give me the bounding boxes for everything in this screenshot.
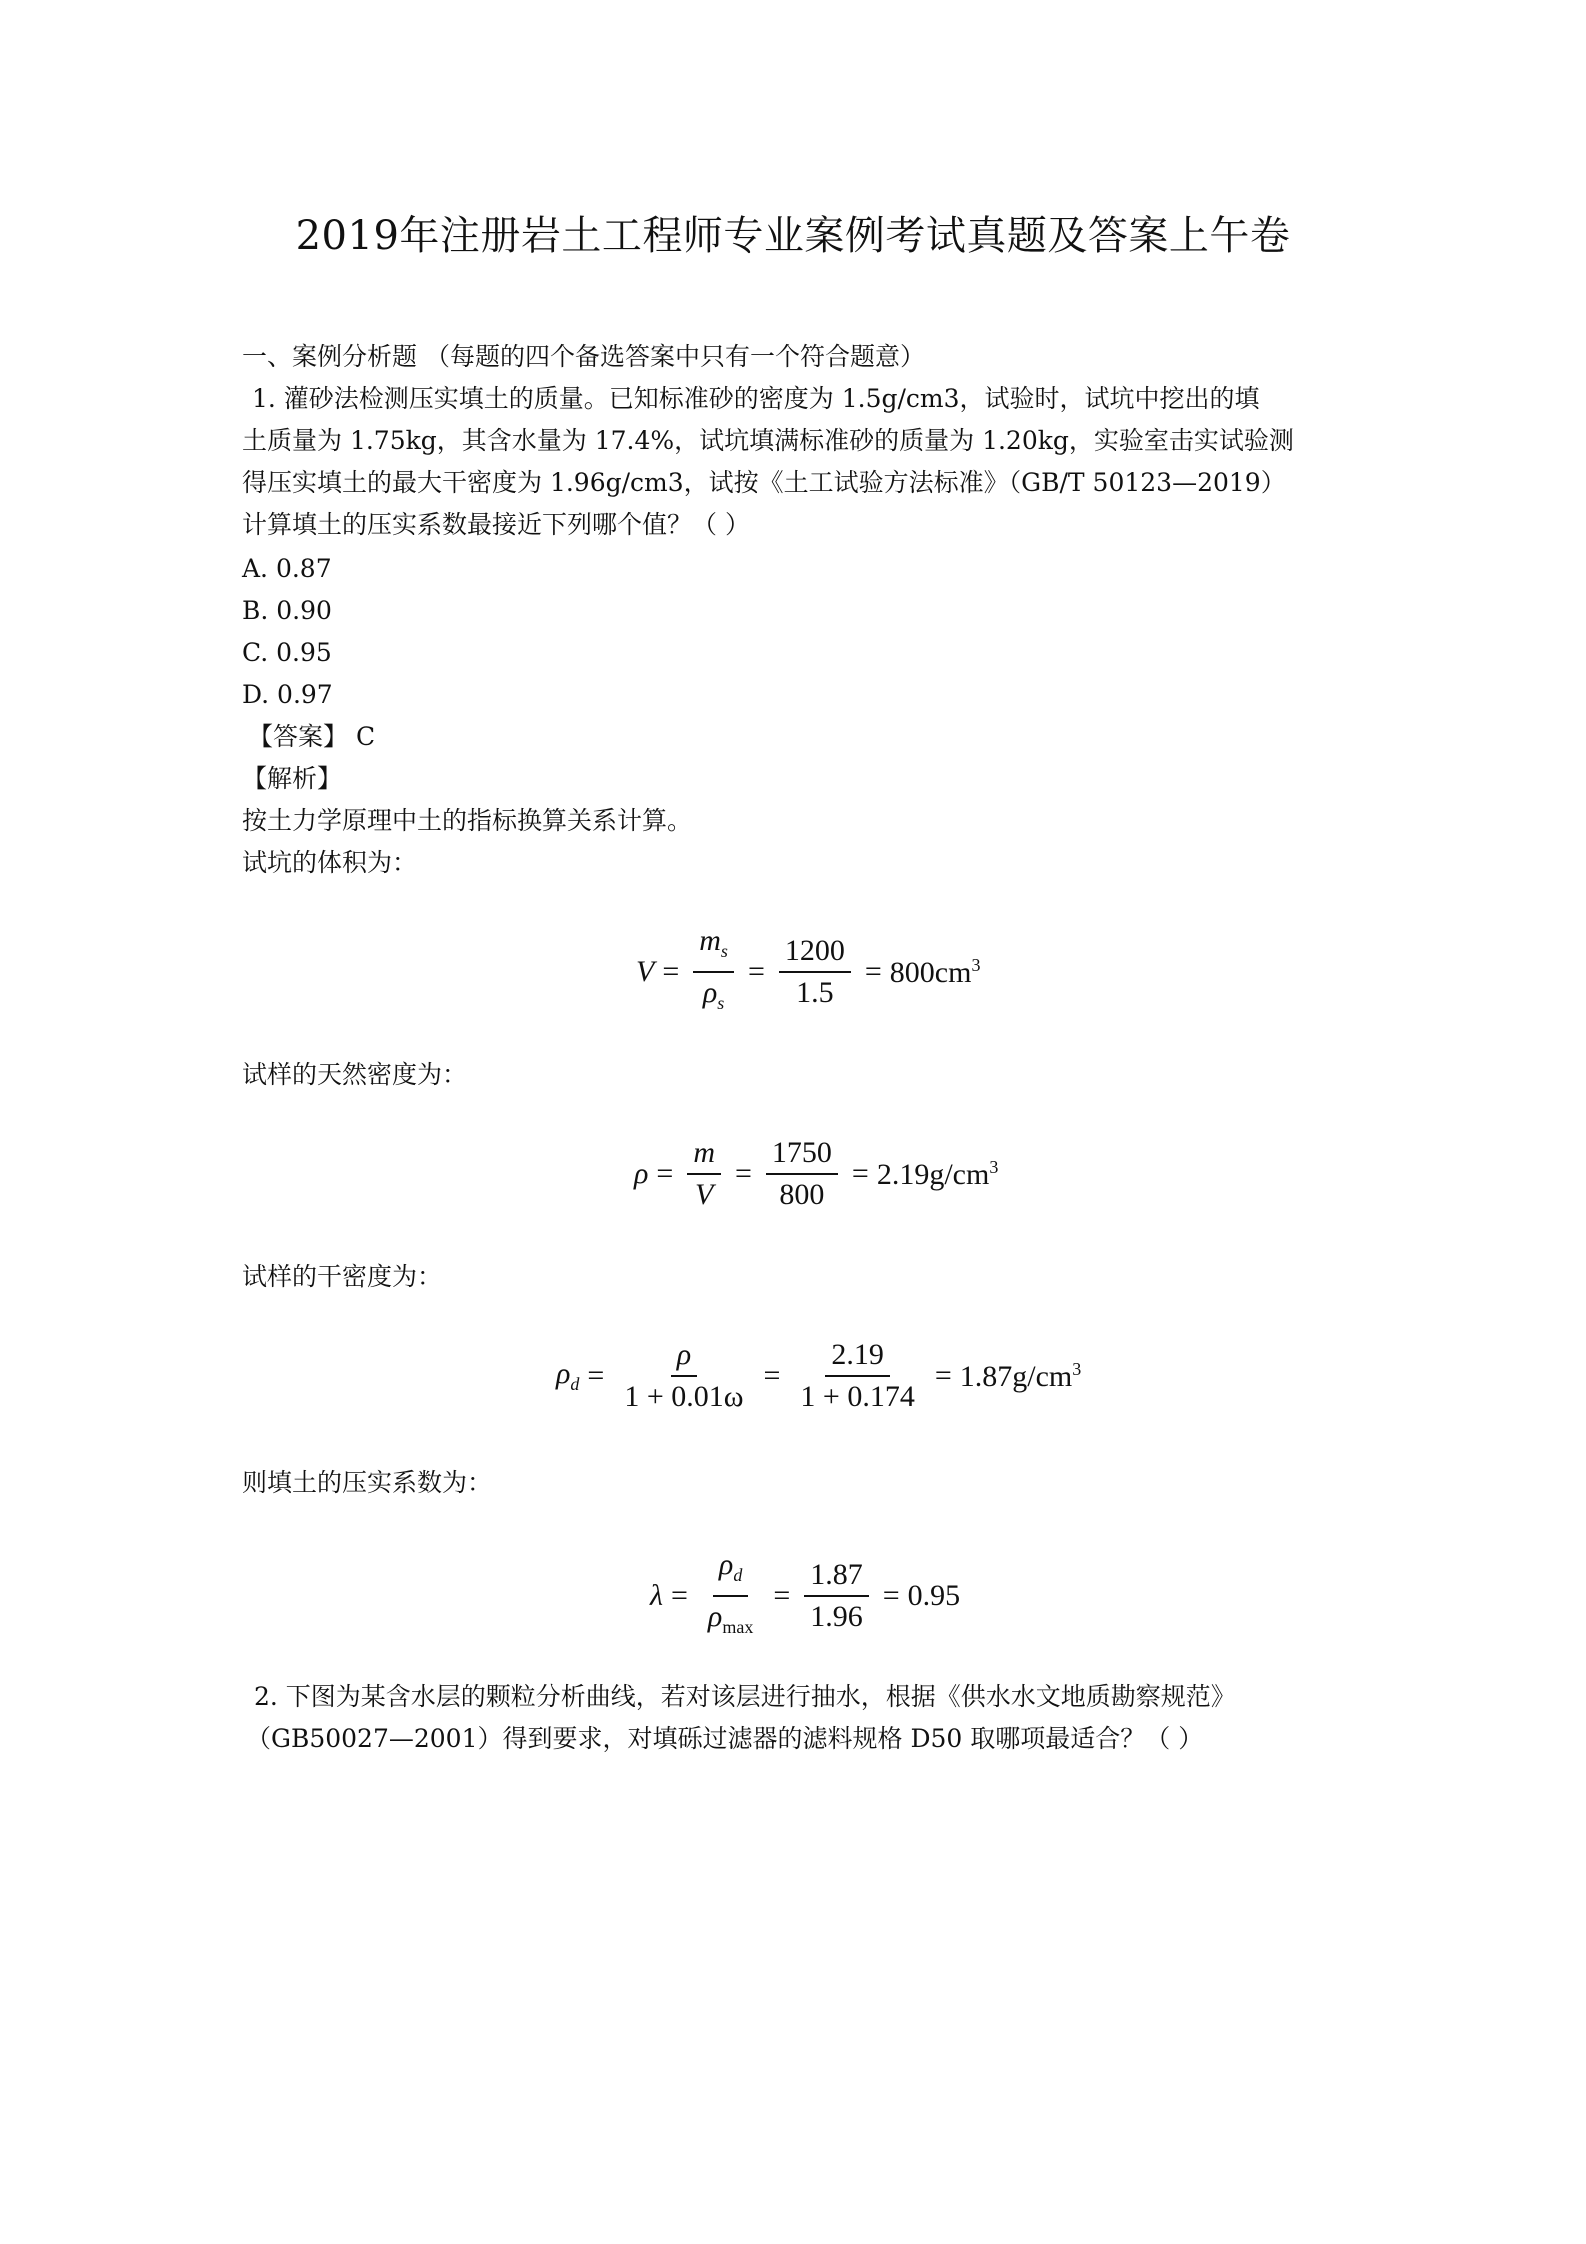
q1-step2-label: 试样的天然密度为： (242, 1060, 468, 1089)
eq1-den1-sub: s (717, 993, 725, 1013)
eq1-num1-sub: s (720, 941, 728, 961)
eq2-num1: m (687, 1136, 721, 1175)
q1-line-3: 得压实填土的最大干密度为 1.96g/cm3，试按《土工试验方法标准》（GB/T 50123—2019） (242, 468, 1286, 497)
eq2-den2: 800 (779, 1178, 825, 1211)
q1-answer: 【答案】 C (248, 722, 376, 751)
eq1-result: $800cm^3$ (889, 954, 981, 989)
eq2-fraction-symbolic (687, 1136, 721, 1212)
q1-line-2: 土质量为 1.75kg，其含水量为 17.4%，试坑填满标准砂的质量为 1.20kg，实验室击实试验测 (242, 426, 1294, 455)
eq4-num2: 1.87 (804, 1558, 869, 1597)
q1-option-c: C. 0.95 (242, 638, 332, 667)
eq4-num1: ρ (718, 1548, 734, 1581)
q2-line-1: 2. 下图为某含水层的颗粒分析曲线，若对该层进行抽水，根据《供水水文地质勘察规范》 (254, 1682, 1236, 1711)
eq3-num1: ρ (671, 1338, 697, 1377)
eq4-num1-sub: d (733, 1565, 743, 1585)
eq1-den2: 1.5 (796, 976, 834, 1009)
q1-option-b: B. 0.90 (242, 596, 332, 625)
equation-volume: V = $\frac{m_s}{\rho_s}$ = $\frac{1200}{1.5}$ = $800cm^3$ (636, 924, 980, 1020)
eq2-den1: V (695, 1178, 714, 1211)
eq1-fraction-numeric (779, 934, 851, 1010)
equation-dry-density: $\rho_d$ = $\frac{\rho}{1 + 0.01\omega}$ = $\frac{2.19}{1 + 0.174}$ = $1.87g/cm^3$ (556, 1338, 1082, 1413)
eq3-fraction-numeric (794, 1338, 920, 1414)
q1-line-1: 1. 灌砂法检测压实填土的质量。已知标准砂的密度为 1.5g/cm3，试验时，试坑中挖出的填 (252, 384, 1260, 413)
eq2-fraction-numeric (766, 1136, 838, 1212)
eq1-fraction-symbolic (693, 924, 734, 1020)
eq4-result: 0.95 (907, 1579, 961, 1612)
eq4-fraction-numeric (804, 1558, 869, 1634)
q1-step1-label: 试坑的体积为： (242, 848, 418, 877)
equation-compaction-coefficient: λ = $\frac{\rho_d}{\rho_{max}}$ = $\frac{1.87}{1.96}$ = 0.95 (650, 1548, 960, 1644)
page-title: 2019年注册岩土工程师专业案例考试真题及答案上午卷 (295, 213, 1291, 259)
eq2-result: $2.19g/cm^3$ (876, 1156, 999, 1191)
eq2-lhs: ρ (634, 1157, 649, 1190)
eq2-num2: 1750 (766, 1136, 838, 1175)
eq3-den2: 1 + 0.174 (800, 1380, 915, 1413)
eq1-num2: 1200 (779, 934, 851, 973)
eq3-fraction-symbolic (618, 1338, 749, 1414)
q2-line-2: （GB50027—2001）得到要求，对填砾过滤器的滤料规格 D50 取哪项最适合？（ ） (246, 1724, 1204, 1753)
eq1-num1: m (699, 924, 721, 957)
q1-option-a: A. 0.87 (242, 554, 332, 583)
eq3-den1: 1 + 0.01ω (624, 1380, 744, 1413)
eq4-den1: ρ (707, 1600, 723, 1633)
eq1-lhs: V (636, 955, 655, 988)
q1-analysis-label: 【解析】 (242, 764, 343, 793)
eq1-den1: ρ (702, 976, 718, 1009)
q1-step4-label: 则填土的压实系数为： (242, 1468, 493, 1497)
section-heading: 一、案例分析题 （每题的四个备选答案中只有一个符合题意） (242, 342, 925, 371)
eq4-den2: 1.96 (810, 1600, 863, 1633)
q1-option-d: D. 0.97 (242, 680, 333, 709)
equation-natural-density: ρ = $\frac{m}{V}$ = $\frac{1750}{800}$ = $2.19g/cm^3$ (634, 1136, 999, 1211)
eq4-fraction-symbolic (702, 1548, 759, 1644)
eq3-num2: 2.19 (825, 1338, 890, 1377)
q1-analysis-intro: 按土力学原理中土的指标换算关系计算。 (242, 806, 693, 835)
q1-line-4: 计算填土的压实系数最接近下列哪个值？（ ） (242, 510, 750, 539)
eq4-lhs: λ (650, 1579, 663, 1612)
q1-step3-label: 试样的干密度为： (242, 1262, 443, 1291)
eq3-lhs: $\rho_d$ (556, 1357, 580, 1394)
eq3-result: $1.87g/cm^3$ (959, 1358, 1082, 1393)
eq4-den1-sub: max (722, 1617, 754, 1637)
